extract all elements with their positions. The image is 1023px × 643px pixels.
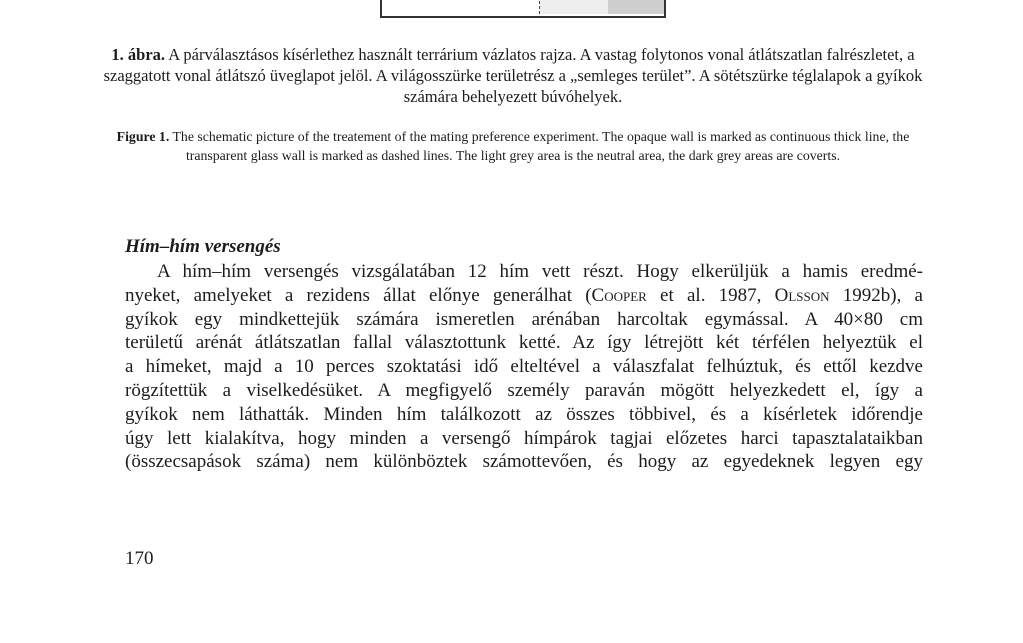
body-line: a hímeket, majd a 10 perces szoktatási idő elteltével a válaszfalat felhúztuk, és ettől kezdve xyxy=(125,356,923,378)
body-line: A hím–hím versengés vizsgálatában 12 hím vett részt. Hogy elkerüljük a hamis eredmé- xyxy=(157,261,923,282)
citation-cooper: Cooper xyxy=(591,284,647,306)
figure-covert-area xyxy=(608,0,664,14)
body-paragraph xyxy=(125,260,923,474)
figure-terrarium-sketch xyxy=(380,0,666,18)
body-line: úgy lett kialakítva, hogy minden a versengő hímpárok tagjai előzetes harci tapasztalataikban xyxy=(125,427,923,449)
figure-glass-wall xyxy=(539,0,540,14)
caption-text-en: The schematic picture of the treatement of the mating preference experiment. The opaque wall is marked as continuous thick line, the transparent glass wall is marked as dashed lines. The light grey area is the neutral area, the dark grey areas are coverts. xyxy=(172,129,910,163)
body-line: gyíkok nem láthatták. Minden hím találkozott az összes többivel, és a kísérletek időrendje xyxy=(125,403,923,425)
section-heading: Hím–hím versengés xyxy=(125,236,281,257)
body-line: gyíkok egy mindkettejük számára ismeretlen arénában harcoltak egymással. A 40×80 cm xyxy=(125,308,923,330)
figure-caption-english xyxy=(100,128,926,165)
body-line: rögzítettük a viselkedésüket. A megfigyelő személy paraván mögött helyezkedett el, így a xyxy=(125,379,923,401)
caption-label-en: Figure 1. xyxy=(116,129,170,144)
caption-text-hu: A párválasztásos kísérlethez használt terrárium vázlatos rajza. A vastag folytonos vonal átlátszatlan falrészletet, a szaggatott vonal átlátszó üveglapot jelöl. A világosszürke területrész a „semleges terület”. A sötétszürke téglalapok a gyíkok számára behelyezett búvóhelyek. xyxy=(103,45,923,107)
figure-neutral-area xyxy=(540,0,608,14)
body-line: nyeket, amelyeket a rezidens állat előnye generálhat (Cooper et al. 1987, Olsson 1992b), a xyxy=(125,284,923,306)
page-number: 170 xyxy=(125,548,154,569)
caption-label-hu: 1. ábra. xyxy=(111,45,166,64)
body-line: (összecsapások száma) nem különböztek számottevően, és hogy az egyedeknek legyen egy xyxy=(125,451,923,473)
body-line: területű arénát átlátszatlan fallal választottunk ketté. Az így létrejött két térfélen helyeztük el xyxy=(125,332,923,354)
citation-olsson: Olsson xyxy=(774,284,830,306)
figure-caption-hungarian xyxy=(100,44,926,108)
